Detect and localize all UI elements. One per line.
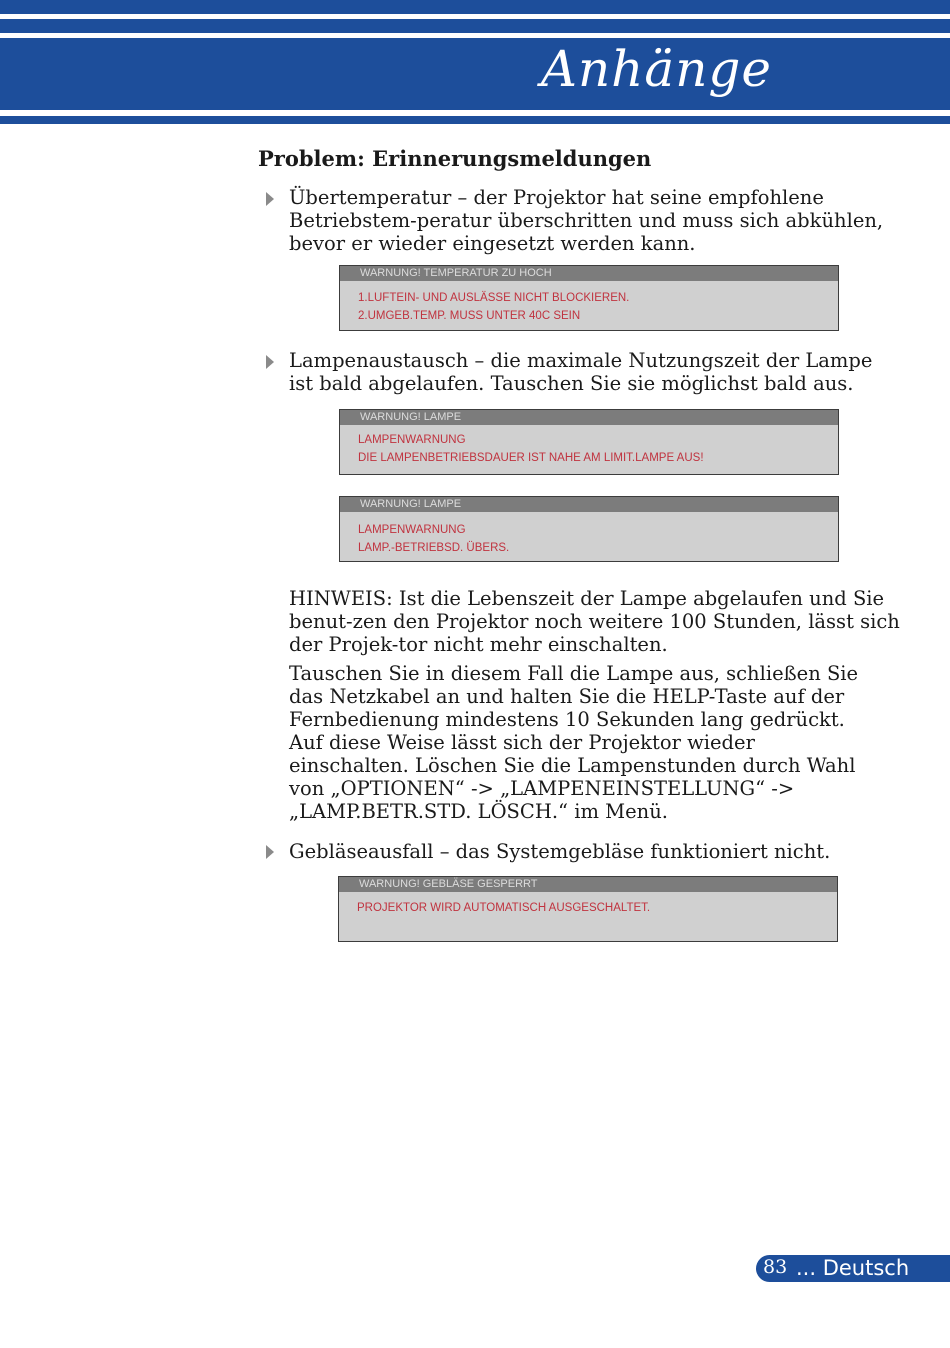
warning-box-lamp-exceeded: [339, 496, 839, 562]
warning-box-line: PROJEKTOR WIRD AUTOMATISCH AUSGESCHALTET.: [357, 902, 651, 914]
note-instructions-paragraph: Tauschen Sie in diesem Fall die Lampe aus, schließen Sie das Netzkabel an und halten Sie die HELP-Taste auf der Fernbedienung mindestens 10 Sekunden lang gedrückt. Auf diese Weise lässt sich der Projektor wieder einschalten. Löschen Sie die Lampenstunden durch Wahl von „OPTIONEN“ -> „LAMPENEINSTELLUNG“ -> „LAMP.BETR.STD. LÖSCH.“ im Menü.: [289, 662, 859, 823]
bullet-fan-text: Gebläseausfall – das Systemgebläse funktioniert nicht.: [289, 840, 831, 863]
note-paragraph: HINWEIS: Ist die Lebenszeit der Lampe abgelaufen und Sie benut-zen den Projektor noch weitere 100 Stunden, lässt sich der Projek-tor nicht mehr einschalten.: [289, 587, 900, 656]
header-underline: [0, 116, 950, 124]
warning-box-title: WARNUNG! LAMPE: [340, 410, 838, 425]
footer-language: ... Deutsch: [796, 1256, 910, 1280]
warning-box-title: WARNUNG! TEMPERATUR ZU HOCH: [340, 266, 838, 281]
warning-box-line: 2.UMGEB.TEMP. MUSS UNTER 40C SEIN: [358, 310, 581, 322]
header-stripe-thin: [0, 19, 950, 33]
warning-box-line: 1.LUFTEIN- UND AUSLÄSSE NICHT BLOCKIEREN.: [358, 292, 630, 304]
warning-box-line: LAMPENWARNUNG: [358, 434, 466, 446]
bullet-arrow-icon: [266, 192, 274, 206]
warning-box-line: LAMPENWARNUNG: [358, 524, 466, 536]
bullet-overheat-text: Übertemperatur – der Projektor hat seine empfohlene Betriebstem-peratur überschritten und muss sich abkühlen, bevor er wieder eingesetzt werden kann.: [289, 186, 884, 255]
warning-box-lamp-near-limit: [339, 409, 839, 475]
page-number: 83: [763, 1256, 788, 1278]
bullet-arrow-icon: [266, 355, 274, 369]
bullet-arrow-icon: [266, 845, 274, 859]
warning-box-temperature: [339, 265, 839, 331]
warning-box-fan: [338, 876, 838, 942]
warning-box-line: LAMP.-BETRIEBSD. ÜBERS.: [358, 542, 510, 554]
bullet-lamp-text: Lampenaustausch – die maximale Nutzungszeit der Lampe ist bald abgelaufen. Tauschen Sie sie möglichst bald aus.: [289, 349, 873, 395]
header-stripe-top: [0, 0, 950, 14]
header-band: [0, 38, 950, 113]
warning-box-line: DIE LAMPENBETRIEBSDAUER IST NAHE AM LIMIT.LAMPE AUS!: [358, 452, 704, 464]
section-heading: Problem: Erinnerungsmeldungen: [258, 146, 652, 171]
page-title: Anhänge: [540, 40, 772, 98]
warning-box-title: WARNUNG! GEBLÄSE GESPERRT: [339, 877, 837, 892]
warning-box-title: WARNUNG! LAMPE: [340, 497, 838, 512]
